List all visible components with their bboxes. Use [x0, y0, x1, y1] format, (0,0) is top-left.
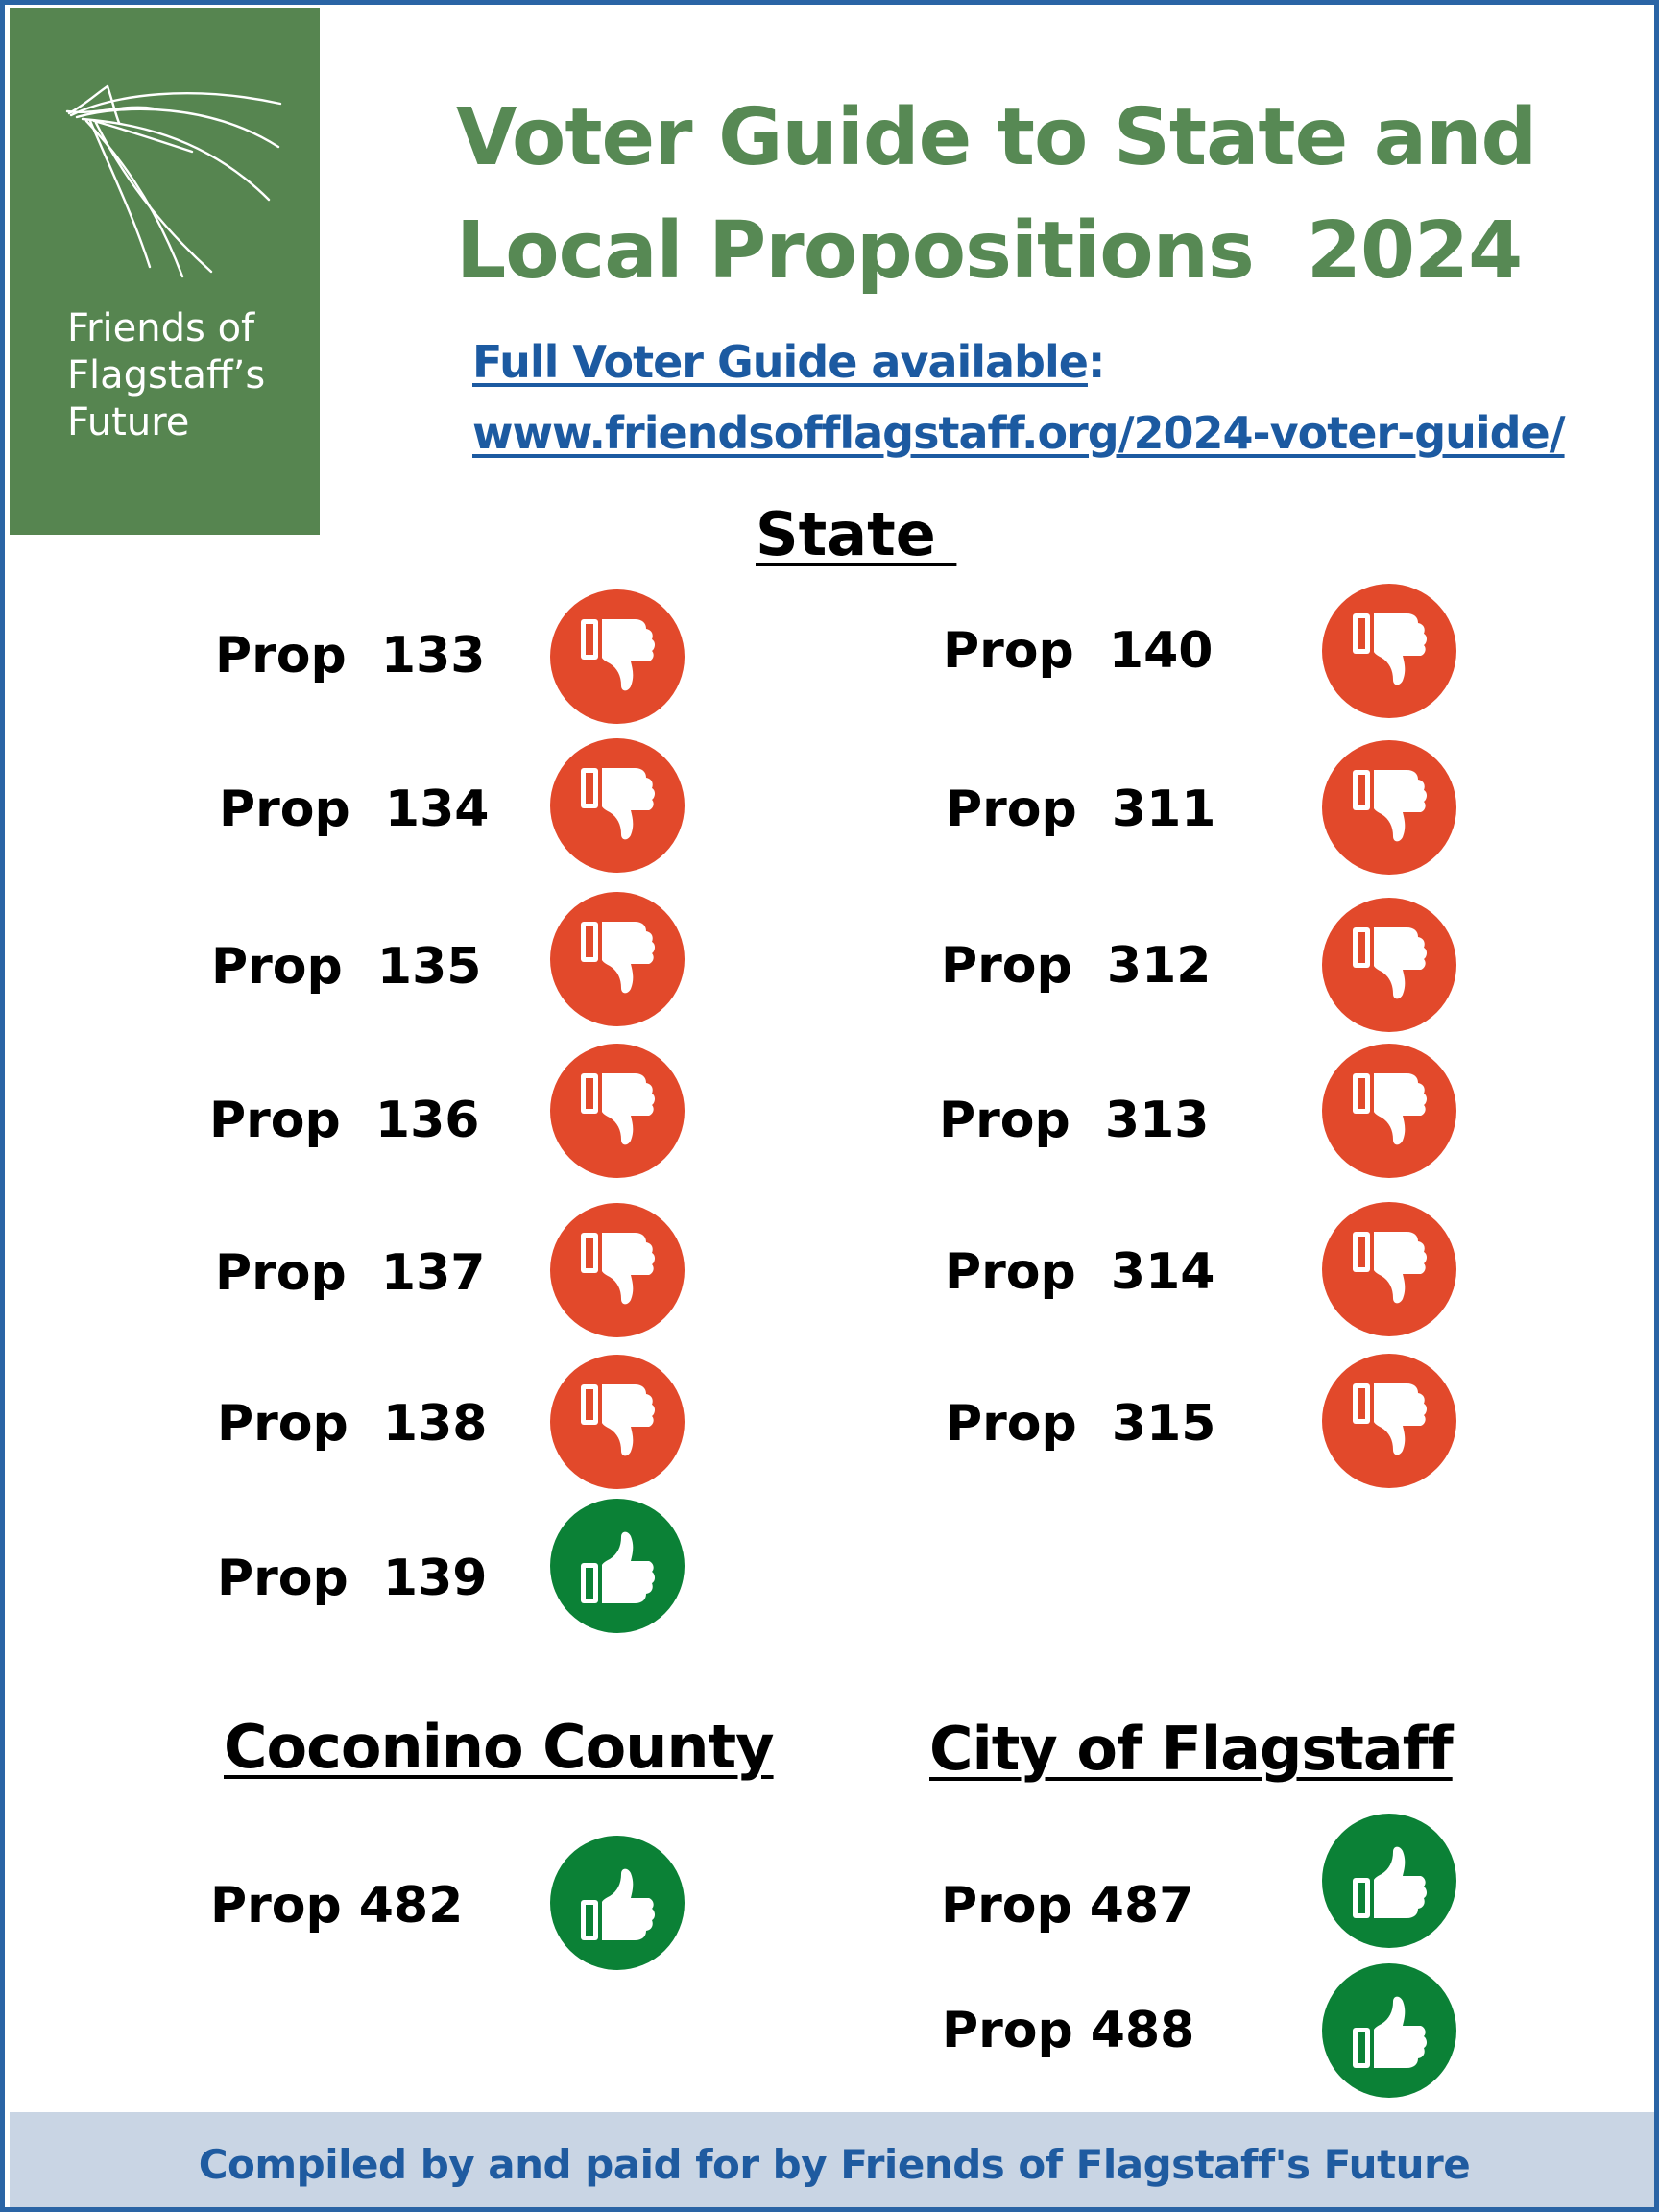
thumbs-down-icon: [577, 1068, 658, 1154]
prop-138-label: Prop 138: [217, 1395, 488, 1453]
prop-487-vote: [1322, 1814, 1456, 1948]
org-name: [67, 305, 317, 446]
thumbs-down-icon: [1349, 608, 1430, 694]
thumbs-down-icon: [1349, 922, 1430, 1008]
thumbs-down-icon: [577, 762, 658, 849]
org-name-line-1: Friends of: [67, 306, 255, 350]
full-guide-link-block: [472, 326, 1644, 469]
org-name-line-2: Flagstaff’s: [67, 353, 266, 397]
prop-312-label: Prop 312: [941, 937, 1212, 995]
prop-133-vote: [550, 589, 685, 724]
prop-139-vote: [550, 1499, 685, 1633]
city-section-heading: City of Flagstaff: [929, 1714, 1453, 1784]
thumbs-down-icon: [1349, 1226, 1430, 1312]
prop-136-vote: [550, 1044, 685, 1178]
thumbs-down-icon: [1349, 1378, 1430, 1464]
thumbs-down-icon: [1349, 764, 1430, 851]
prop-482-label: Prop 482: [210, 1877, 464, 1935]
prop-137-label: Prop 137: [215, 1244, 486, 1302]
prop-135-label: Prop 135: [211, 938, 482, 996]
page-title: [456, 82, 1608, 308]
thumbs-down-icon: [577, 613, 658, 700]
prop-313-vote: [1322, 1044, 1456, 1178]
prop-311-label: Prop 311: [946, 781, 1216, 838]
prop-134-label: Prop 134: [219, 781, 490, 838]
prop-312-vote: [1322, 898, 1456, 1032]
thumbs-down-icon: [1349, 1068, 1430, 1154]
prop-482-vote: [550, 1836, 685, 1970]
prop-315-label: Prop 315: [946, 1395, 1216, 1453]
prop-133-label: Prop 133: [215, 627, 486, 685]
prop-135-vote: [550, 892, 685, 1026]
prop-138-vote: [550, 1355, 685, 1489]
full-guide-label-line: [472, 326, 1644, 397]
county-section-heading: Coconino County: [224, 1712, 774, 1782]
footer-disclaimer: Compiled by and paid for by Friends of Flagstaff's Future: [198, 2141, 1471, 2188]
prop-315-vote: [1322, 1354, 1456, 1488]
prop-134-vote: [550, 738, 685, 873]
prop-311-vote: [1322, 740, 1456, 875]
title-line-2: Local Propositions 2024: [456, 205, 1523, 297]
prop-137-vote: [550, 1203, 685, 1337]
state-section-heading: State: [756, 499, 957, 569]
title-line-1: Voter Guide to State and: [456, 92, 1537, 183]
prop-488-vote: [1322, 1963, 1456, 2098]
prop-140-label: Prop 140: [943, 622, 1214, 680]
prop-314-label: Prop 314: [945, 1243, 1215, 1301]
thumbs-down-icon: [577, 1379, 658, 1465]
prop-136-label: Prop 136: [209, 1092, 480, 1149]
prop-487-label: Prop 487: [941, 1877, 1194, 1935]
thumbs-up-icon: [1349, 1838, 1430, 1924]
footer-bar: [10, 2112, 1659, 2212]
prop-140-vote: [1322, 584, 1456, 718]
guide-url-link[interactable]: www.friendsofflagstaff.org/2024-voter-guide/: [472, 407, 1565, 459]
prop-139-label: Prop 139: [217, 1550, 488, 1607]
org-name-line-3: Future: [67, 400, 190, 445]
full-guide-colon: :: [1087, 336, 1105, 388]
thumbs-up-icon: [577, 1860, 658, 1946]
thumbs-down-icon: [577, 916, 658, 1002]
thumbs-up-icon: [577, 1523, 658, 1609]
thumbs-down-icon: [577, 1227, 658, 1313]
thumbs-up-icon: [1349, 1987, 1430, 2074]
full-guide-link[interactable]: Full Voter Guide available: [472, 336, 1088, 388]
pine-needles-icon: [58, 75, 288, 286]
org-logo: [10, 8, 320, 535]
prop-313-label: Prop 313: [939, 1092, 1210, 1149]
prop-314-vote: [1322, 1202, 1456, 1336]
prop-488-label: Prop 488: [942, 2002, 1195, 2059]
